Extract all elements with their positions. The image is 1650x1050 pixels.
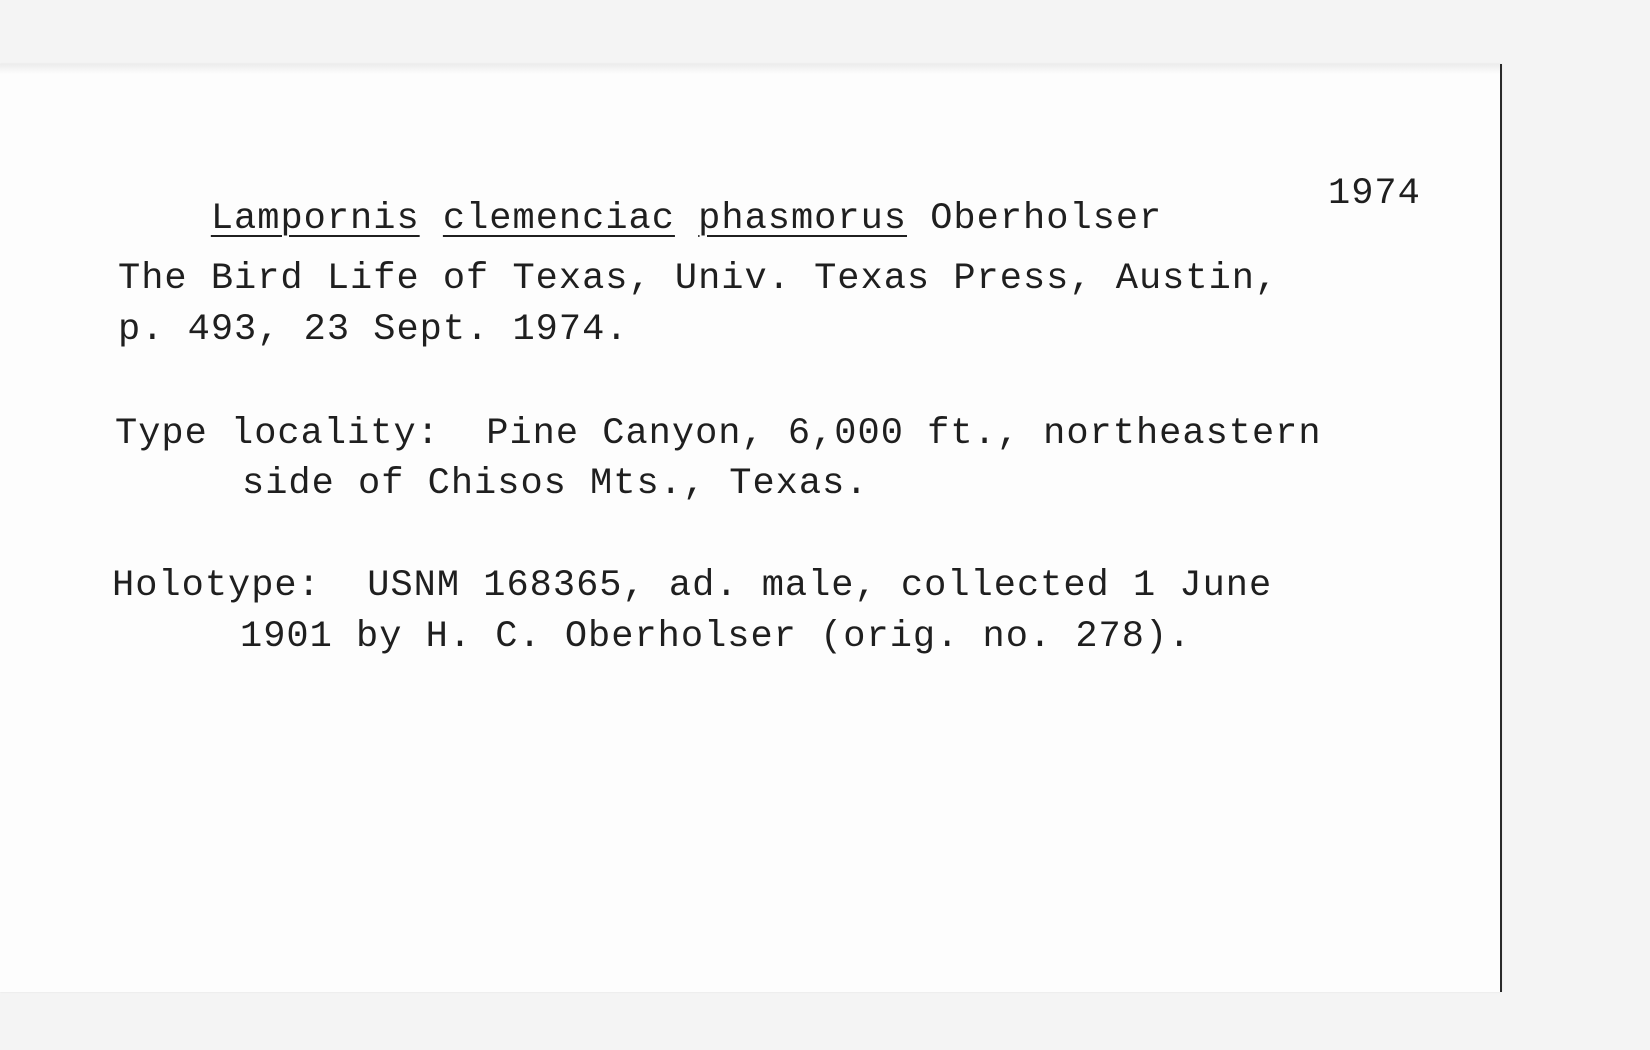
- subspecies-name: phasmorus: [698, 198, 907, 240]
- type-locality-line-1: Type locality: Pine Canyon, 6,000 ft., northeastern: [115, 413, 1322, 455]
- species-name: clemenciac: [442, 198, 675, 240]
- type-locality-line-2: side of Chisos Mts., Texas.: [242, 463, 869, 505]
- citation-line-1: The Bird Life of Texas, Univ. Texas Press, Austin,: [118, 258, 1279, 300]
- specimen-index-card: [0, 64, 1502, 992]
- holotype-line-2: 1901 by H. C. Oberholser (orig. no. 278).: [240, 616, 1192, 658]
- holotype-line-1: Holotype: USNM 168365, ad. male, collected 1 June: [112, 565, 1273, 607]
- genus-name: Lampornis: [210, 198, 420, 240]
- year-label: 1974: [1328, 173, 1421, 215]
- author-name: Oberholser: [930, 198, 1163, 240]
- citation-line-2: p. 493, 23 Sept. 1974.: [118, 309, 629, 351]
